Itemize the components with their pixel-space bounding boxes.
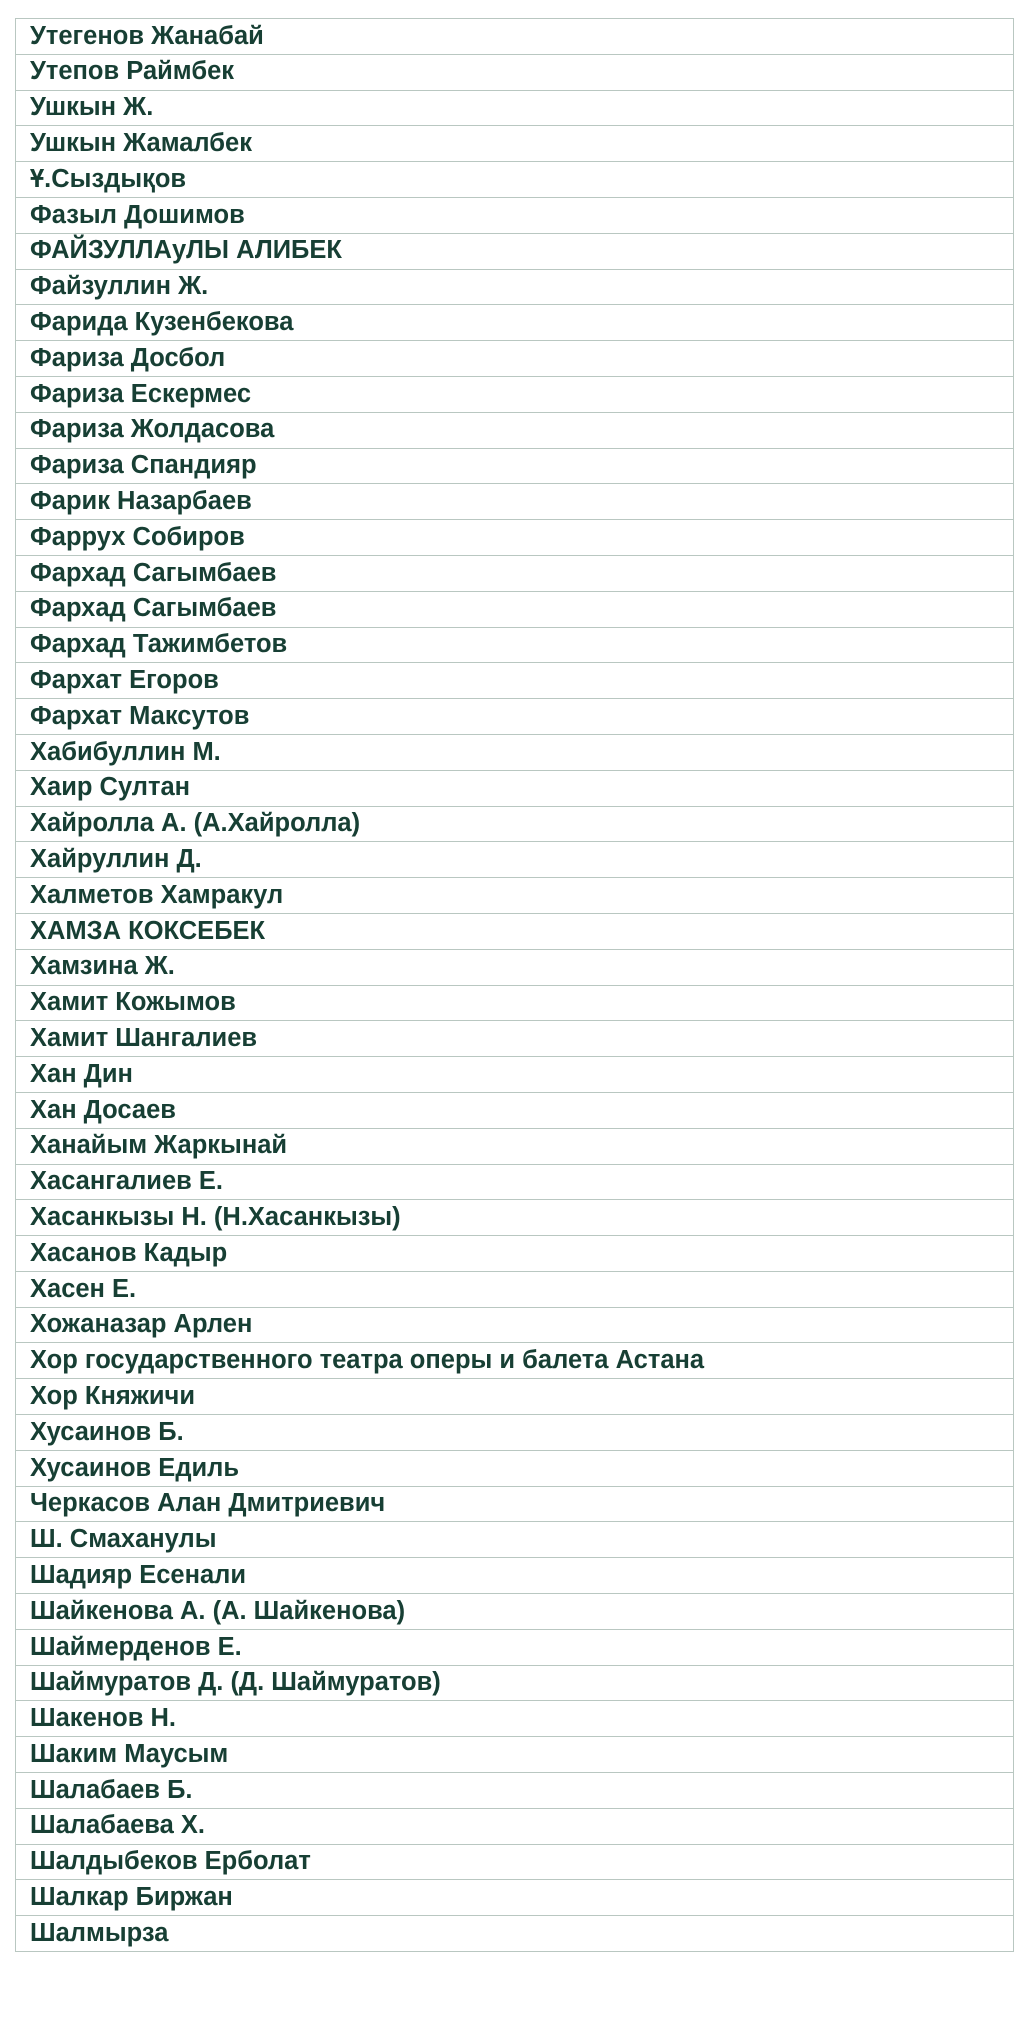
name-cell: Хор Княжичи <box>16 1379 1014 1415</box>
name-cell: Шалмырза <box>16 1916 1014 1952</box>
table-row <box>16 842 1014 878</box>
table-row <box>16 269 1014 305</box>
table-row <box>16 448 1014 484</box>
table-row <box>16 1844 1014 1880</box>
name-cell: Хасен Е. <box>16 1271 1014 1307</box>
table-row <box>16 1665 1014 1701</box>
name-cell: Хасанкызы Н. (Н.Хасанкызы) <box>16 1200 1014 1236</box>
name-cell: Утепов Раймбек <box>16 54 1014 90</box>
name-cell: Шаким Маусым <box>16 1737 1014 1773</box>
table-row <box>16 1737 1014 1773</box>
table-row <box>16 1379 1014 1415</box>
name-cell: Шалдыбеков Ерболат <box>16 1844 1014 1880</box>
table-row <box>16 233 1014 269</box>
table-row <box>16 1773 1014 1809</box>
table-row <box>16 591 1014 627</box>
name-cell: Фариза Досбол <box>16 341 1014 377</box>
name-cell: Фариза Спандияр <box>16 448 1014 484</box>
name-cell: Фархад Сагымбаев <box>16 555 1014 591</box>
name-cell: Фарида Кузенбекова <box>16 305 1014 341</box>
name-cell: Шалабаева Х. <box>16 1808 1014 1844</box>
table-row <box>16 878 1014 914</box>
name-cell: Хусаинов Б. <box>16 1415 1014 1451</box>
table-row <box>16 949 1014 985</box>
name-cell: Хан Досаев <box>16 1092 1014 1128</box>
name-cell: Хожаназар Арлен <box>16 1307 1014 1343</box>
name-cell: Шаймерденов Е. <box>16 1629 1014 1665</box>
table-row <box>16 734 1014 770</box>
table-row <box>16 1236 1014 1272</box>
name-cell: Фазыл Дошимов <box>16 197 1014 233</box>
table-row <box>16 1415 1014 1451</box>
name-cell: Фархат Егоров <box>16 663 1014 699</box>
name-cell: Файзуллин Ж. <box>16 269 1014 305</box>
name-cell: Черкасов Алан Дмитриевич <box>16 1486 1014 1522</box>
table-row <box>16 520 1014 556</box>
table-row <box>16 1629 1014 1665</box>
names-table-body <box>16 19 1014 1952</box>
table-row <box>16 376 1014 412</box>
table-row <box>16 699 1014 735</box>
name-cell: ХАМЗА КОКСЕБЕК <box>16 913 1014 949</box>
table-row <box>16 412 1014 448</box>
name-cell: Ш. Смаханулы <box>16 1522 1014 1558</box>
name-cell: Ханайым Жаркынай <box>16 1128 1014 1164</box>
name-cell: Хабибуллин М. <box>16 734 1014 770</box>
table-row <box>16 126 1014 162</box>
table-row <box>16 555 1014 591</box>
table-row <box>16 1307 1014 1343</box>
name-cell: ФАЙЗУЛЛАуЛЫ АЛИБЕК <box>16 233 1014 269</box>
name-cell: Фариза Ескермес <box>16 376 1014 412</box>
table-row <box>16 627 1014 663</box>
name-cell: Хасангалиев Е. <box>16 1164 1014 1200</box>
table-row <box>16 341 1014 377</box>
name-cell: Шалкар Биржан <box>16 1880 1014 1916</box>
table-row <box>16 663 1014 699</box>
table-row <box>16 162 1014 198</box>
name-cell: Хамит Шангалиев <box>16 1021 1014 1057</box>
table-row <box>16 1880 1014 1916</box>
name-cell: Хамзина Ж. <box>16 949 1014 985</box>
name-cell: Шадияр Есенали <box>16 1558 1014 1594</box>
name-cell: Хан Дин <box>16 1057 1014 1093</box>
name-cell: Шайкенова А. (А. Шайкенова) <box>16 1594 1014 1630</box>
table-row <box>16 1164 1014 1200</box>
table-row <box>16 1271 1014 1307</box>
table-row <box>16 305 1014 341</box>
name-cell: Фархад Сагымбаев <box>16 591 1014 627</box>
table-row <box>16 197 1014 233</box>
name-cell: Хасанов Кадыр <box>16 1236 1014 1272</box>
table-row <box>16 90 1014 126</box>
table-row <box>16 54 1014 90</box>
name-cell: Фаррух Собиров <box>16 520 1014 556</box>
table-row <box>16 1486 1014 1522</box>
table-row <box>16 1057 1014 1093</box>
table-row <box>16 913 1014 949</box>
table-row <box>16 1092 1014 1128</box>
table-row <box>16 484 1014 520</box>
name-cell: Фархат Максутов <box>16 699 1014 735</box>
table-row <box>16 1343 1014 1379</box>
table-row <box>16 806 1014 842</box>
name-cell: Ушкын Жамалбек <box>16 126 1014 162</box>
name-cell: Хор государственного театра оперы и балета Астана <box>16 1343 1014 1379</box>
name-cell: Халметов Хамракул <box>16 878 1014 914</box>
name-cell: Хамит Кожымов <box>16 985 1014 1021</box>
table-row <box>16 1916 1014 1952</box>
name-cell: Утегенов Жанабай <box>16 19 1014 55</box>
name-cell: Фархад Тажимбетов <box>16 627 1014 663</box>
table-row <box>16 985 1014 1021</box>
table-row <box>16 1594 1014 1630</box>
table-row <box>16 1522 1014 1558</box>
table-row <box>16 1701 1014 1737</box>
name-cell: Ушкын Ж. <box>16 90 1014 126</box>
name-cell: Шалабаев Б. <box>16 1773 1014 1809</box>
name-cell: Фарик Назарбаев <box>16 484 1014 520</box>
names-table <box>15 18 1014 1952</box>
table-row <box>16 19 1014 55</box>
name-cell: Хайруллин Д. <box>16 842 1014 878</box>
table-row <box>16 770 1014 806</box>
name-cell: Хайролла А. (А.Хайролла) <box>16 806 1014 842</box>
name-cell: Хусаинов Едиль <box>16 1450 1014 1486</box>
table-row <box>16 1128 1014 1164</box>
table-row <box>16 1021 1014 1057</box>
name-cell: Фариза Жолдасова <box>16 412 1014 448</box>
name-cell: Хаир Султан <box>16 770 1014 806</box>
table-row <box>16 1200 1014 1236</box>
name-cell: Шакенов Н. <box>16 1701 1014 1737</box>
name-cell: Шаймуратов Д. (Д. Шаймуратов) <box>16 1665 1014 1701</box>
table-row <box>16 1450 1014 1486</box>
table-row <box>16 1558 1014 1594</box>
table-row <box>16 1808 1014 1844</box>
name-cell: Ұ.Сыздықов <box>16 162 1014 198</box>
